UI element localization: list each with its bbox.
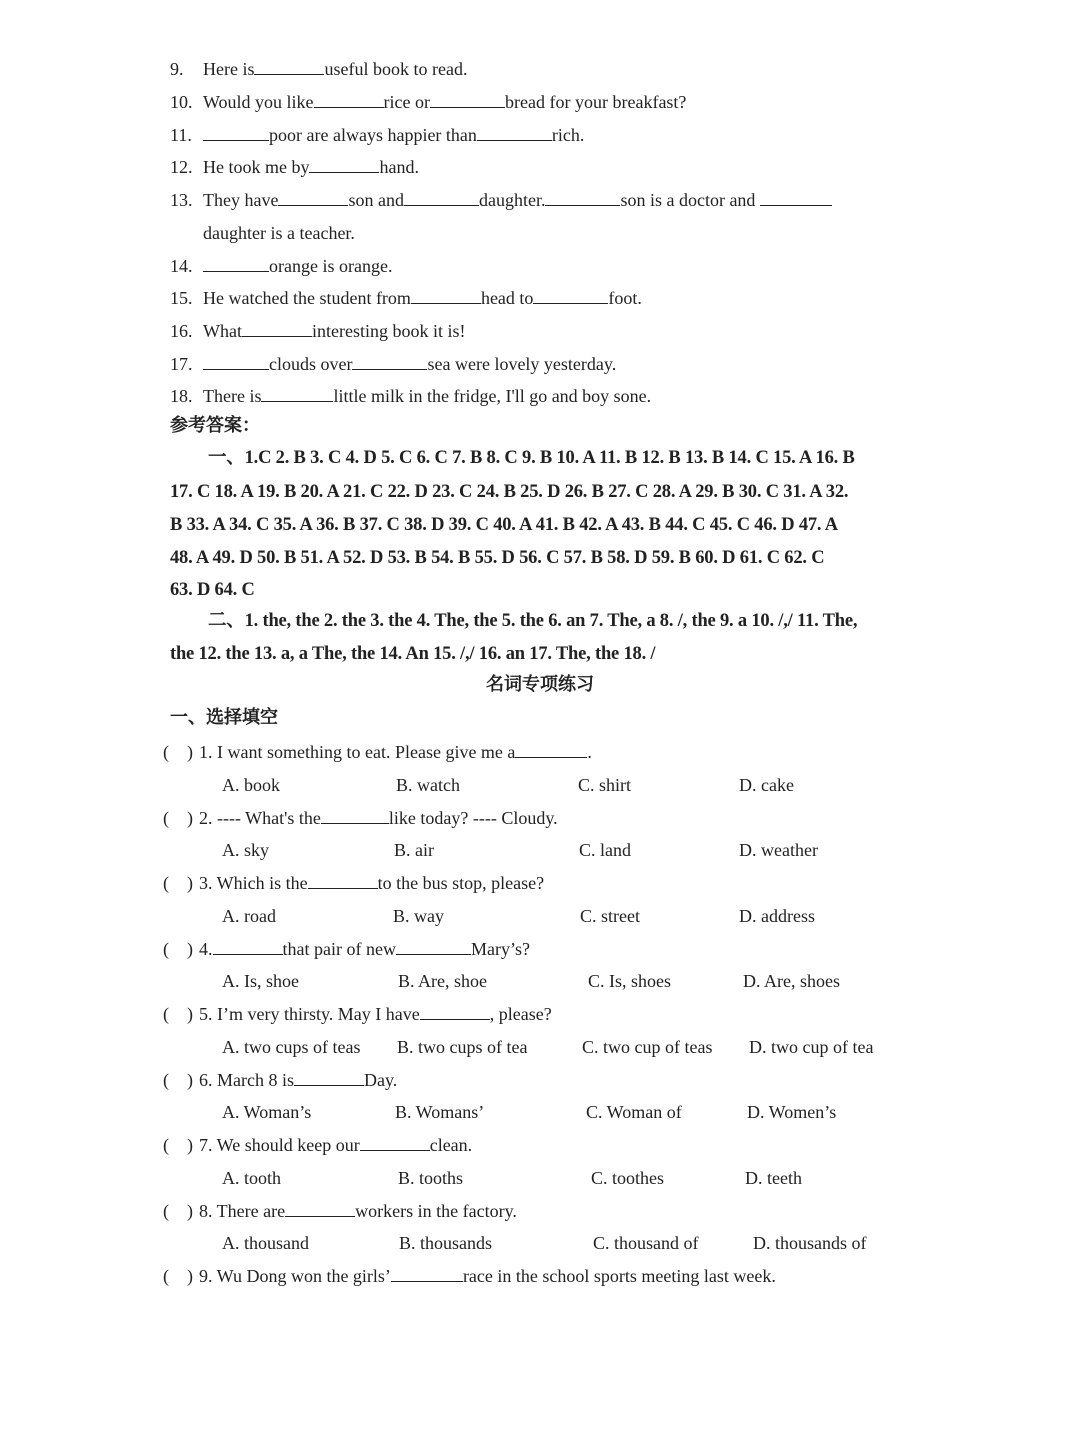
answer-blank[interactable] [203,353,269,370]
option-b[interactable]: B. tooths [398,1168,464,1188]
answer-blank[interactable] [203,255,269,272]
mc-item-8: ( ) 8. There are workers in the factory. [163,1201,517,1221]
answer-paren[interactable]: ( ) [163,1070,193,1090]
option-a[interactable]: A. two cups of teas [222,1037,361,1057]
option-b[interactable]: B. way [393,906,444,926]
answers-sec1-line-5: 63. D 64. C [170,580,255,600]
answers-sec1-line-2: 17. C 18. A 19. B 20. A 21. C 22. D 23. C 24. B 25. D 26. B 27. C 28. A 29. B 30. C 31. A 32. [170,482,849,502]
option-b[interactable]: B. Womans’ [395,1102,485,1122]
option-d[interactable]: D. thousands of [753,1233,867,1253]
option-d[interactable]: D. two cup of tea [749,1037,874,1057]
option-a[interactable]: A. Is, shoe [222,971,299,991]
answer-paren[interactable]: ( ) [163,873,193,893]
option-b[interactable]: B. watch [396,775,460,795]
mc-item-3: ( ) 3. Which is the to the bus stop, please? [163,873,545,893]
option-c[interactable]: C. shirt [578,775,632,795]
answer-paren[interactable]: ( ) [163,1004,193,1024]
section-title: 名词专项练习 [486,674,594,694]
answer-paren[interactable]: ( ) [163,742,193,762]
mc-item-2: ( ) 2. ---- What's the like today? ---- Cloudy. [163,808,558,828]
fill-item-14: 14. orange is orange. [170,256,393,276]
answer-blank[interactable] [430,91,505,108]
option-b[interactable]: B. air [394,840,434,860]
answers-sec1-line-1: 一、1.C 2. B 3. C 4. D 5. C 6. C 7. B 8. C 9. B 10. A 11. B 12. B 13. B 14. C 15. A 16. B [208,448,855,468]
answer-blank[interactable] [254,58,324,75]
answer-blank[interactable] [515,741,587,758]
answer-blank[interactable] [308,872,378,889]
option-b[interactable]: B. Are, shoe [398,971,487,991]
answer-blank[interactable] [285,1200,355,1217]
option-a[interactable]: A. Woman’s [222,1102,312,1122]
answer-blank[interactable] [309,156,379,173]
fill-item-9: 9. Here is useful book to read. [170,59,468,79]
option-b[interactable]: B. two cups of tea [397,1037,528,1057]
option-c[interactable]: C. two cup of teas [582,1037,713,1057]
option-a[interactable]: A. tooth [222,1168,282,1188]
answer-blank[interactable] [420,1003,490,1020]
answer-blank[interactable] [321,807,389,824]
answer-blank[interactable] [203,124,269,141]
fill-item-17: 17. clouds over sea were lovely yesterday. [170,354,617,374]
option-b[interactable]: B. thousands [399,1233,493,1253]
answer-blank[interactable] [242,320,312,337]
mc-item-6: ( ) 6. March 8 is Day. [163,1070,398,1090]
option-d[interactable]: D. Women’s [747,1102,837,1122]
option-c[interactable]: C. street [580,906,640,926]
option-c[interactable]: C. thousand of [593,1233,699,1253]
answer-paren[interactable]: ( ) [163,1266,193,1286]
fill-item-13: 13. They have son and daughter. son is a doctor and [170,189,832,211]
fill-item-11: 11. poor are always happier than rich. [170,125,585,145]
answer-blank[interactable] [352,353,427,370]
answers-sec2-line-1: 二、1. the, the 2. the 3. the 4. The, the 5. the 6. an 7. The, a 8. /, the 9. a 10. /,/ 11. The, [208,611,858,631]
option-a[interactable]: A. sky [222,840,270,860]
option-c[interactable]: C. Is, shoes [588,971,672,991]
option-a[interactable]: A. book [222,775,280,795]
option-d[interactable]: D. teeth [745,1168,802,1188]
fill-item-15: 15. He watched the student from head to foot. [170,288,642,308]
answer-blank[interactable] [396,938,471,955]
answer-blank[interactable] [391,1265,463,1282]
answer-blank[interactable] [404,189,479,206]
section-subtitle: 一、选择填空 [170,707,278,727]
option-c[interactable]: C. Woman of [586,1102,682,1122]
answer-blank[interactable] [261,385,333,402]
option-c[interactable]: C. land [579,840,631,860]
mc-item-7: ( ) 7. We should keep our clean. [163,1135,473,1155]
option-d[interactable]: D. cake [739,775,794,795]
answer-blank[interactable] [360,1134,430,1151]
answer-paren[interactable]: ( ) [163,1135,193,1155]
answer-blank[interactable] [477,124,552,141]
answer-paren[interactable]: ( ) [163,808,193,828]
answer-blank[interactable] [533,287,608,304]
mc-item-5: ( ) 5. I’m very thirsty. May I have , please? [163,1004,552,1024]
answers-sec1-line-3: B 33. A 34. C 35. A 36. B 37. C 38. D 39. C 40. A 41. B 42. A 43. B 44. C 45. C 46. D 47. A [170,515,838,535]
option-d[interactable]: D. address [739,906,815,926]
option-a[interactable]: A. thousand [222,1233,309,1253]
mc-item-9: ( ) 9. Wu Dong won the girls’ race in the school sports meeting last week. [163,1266,776,1286]
answers-sec1-line-4: 48. A 49. D 50. B 51. A 52. D 53. B 54. B 55. D 56. C 57. B 58. D 59. B 60. D 61. C 62. C [170,548,825,568]
answers-heading: 参考答案： [170,415,260,435]
answer-blank[interactable] [760,189,832,206]
answer-paren[interactable]: ( ) [163,1201,193,1221]
fill-item-16: 16. What interesting book it is! [170,321,466,341]
option-c[interactable]: C. toothes [591,1168,665,1188]
answer-blank[interactable] [411,287,481,304]
answers-sec2-line-2: the 12. the 13. a, a The, the 14. An 15. /,/ 16. an 17. The, the 18. / [170,644,656,664]
answer-blank[interactable] [278,189,348,206]
answer-blank[interactable] [314,91,384,108]
fill-item-13-continued: daughter is a teacher. [203,223,355,243]
option-d[interactable]: D. Are, shoes [743,971,840,991]
fill-item-10: 10. Would you like rice or bread for your breakfast? [170,92,687,112]
answer-paren[interactable]: ( ) [163,939,193,959]
mc-item-1: ( ) 1. I want something to eat. Please give me a . [163,742,592,762]
mc-item-4: ( ) 4. that pair of new Mary’s? [163,939,530,959]
fill-item-12: 12. He took me by hand. [170,157,419,177]
answer-blank[interactable] [294,1069,364,1086]
answer-blank[interactable] [213,938,283,955]
answer-blank[interactable] [545,189,620,206]
option-d[interactable]: D. weather [739,840,818,860]
fill-item-18: 18. There is little milk in the fridge, I'll go and boy sone. [170,386,652,406]
option-a[interactable]: A. road [222,906,276,926]
